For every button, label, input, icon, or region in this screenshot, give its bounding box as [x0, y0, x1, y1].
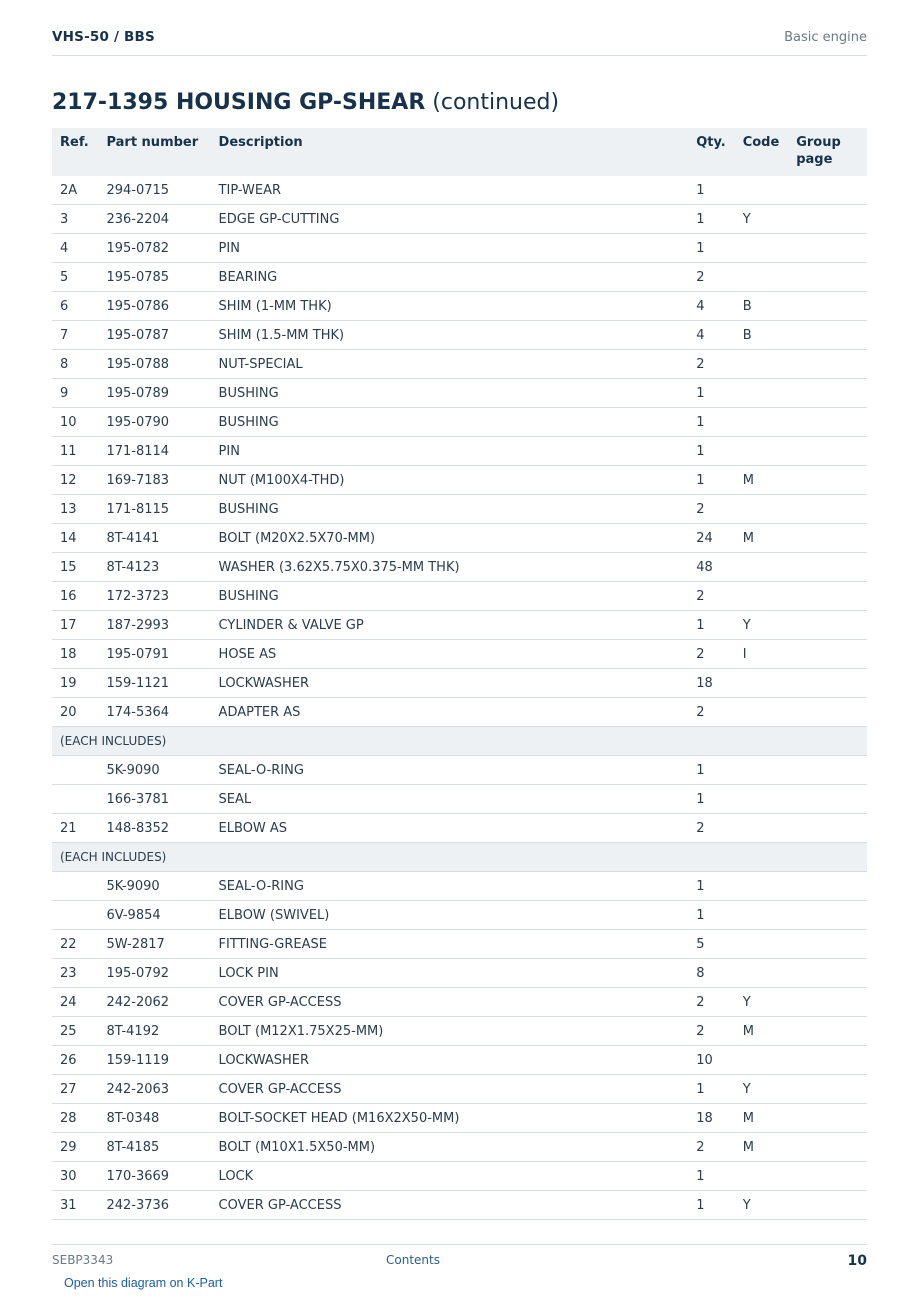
cell-group-page: [788, 263, 867, 292]
cell-group-page: [788, 350, 867, 379]
cell-group-page: [788, 292, 867, 321]
cell-ref: 4: [52, 234, 98, 263]
cell-ref: 8: [52, 350, 98, 379]
cell-ref: 31: [52, 1191, 98, 1220]
table-row: [52, 1075, 867, 1104]
cell-part-number: 195-0785: [98, 263, 210, 292]
contents-link[interactable]: Contents: [386, 1253, 440, 1267]
cell-code: I: [735, 640, 789, 669]
cell-code: [735, 785, 789, 814]
cell-description: BEARING: [211, 263, 689, 292]
cell-ref: [52, 901, 98, 930]
cell-code: Y: [735, 205, 789, 234]
cell-part-number: 8T-0348: [98, 1104, 210, 1133]
cell-qty: 1: [688, 785, 734, 814]
table-header: [52, 128, 867, 176]
cell-description: LOCK PIN: [211, 959, 689, 988]
cell-group-page: [788, 1075, 867, 1104]
cell-description: NUT-SPECIAL: [211, 350, 689, 379]
table-body: [52, 176, 867, 1220]
table-row: [52, 1017, 867, 1046]
cell-part-number: 8T-4192: [98, 1017, 210, 1046]
cell-ref: 22: [52, 930, 98, 959]
cell-code: Y: [735, 1191, 789, 1220]
cell-ref: 14: [52, 524, 98, 553]
cell-description: BOLT-SOCKET HEAD (M16X2X50-MM): [211, 1104, 689, 1133]
cell-qty: 1: [688, 611, 734, 640]
cell-part-number: 195-0789: [98, 379, 210, 408]
cell-qty: 1: [688, 901, 734, 930]
cell-part-number: 171-8114: [98, 437, 210, 466]
cell-part-number: 195-0790: [98, 408, 210, 437]
includes-row: [52, 727, 867, 756]
cell-part-number: 5K-9090: [98, 756, 210, 785]
cell-part-number: 242-2062: [98, 988, 210, 1017]
cell-group-page: [788, 495, 867, 524]
breadcrumb: VHS-50 / BBS: [52, 29, 155, 45]
section-name: Basic engine: [784, 30, 867, 45]
cell-ref: 15: [52, 553, 98, 582]
cell-ref: 5: [52, 263, 98, 292]
cell-description: TIP-WEAR: [211, 176, 689, 205]
page-header: [52, 29, 867, 56]
table-row: [52, 553, 867, 582]
cell-group-page: [788, 640, 867, 669]
cell-code: [735, 872, 789, 901]
table-row: [52, 1046, 867, 1075]
cell-code: B: [735, 321, 789, 350]
cell-group-page: [788, 901, 867, 930]
cell-qty: 4: [688, 321, 734, 350]
cell-code: [735, 408, 789, 437]
cell-description: EDGE GP-CUTTING: [211, 205, 689, 234]
cell-description: COVER GP-ACCESS: [211, 1075, 689, 1104]
cell-code: [735, 756, 789, 785]
cell-description: BUSHING: [211, 495, 689, 524]
cell-qty: 1: [688, 1075, 734, 1104]
table-row: [52, 611, 867, 640]
cell-code: [735, 379, 789, 408]
table-row: [52, 698, 867, 727]
page-title: [52, 90, 559, 115]
cell-ref: 6: [52, 292, 98, 321]
cell-part-number: 170-3669: [98, 1162, 210, 1191]
cell-part-number: 172-3723: [98, 582, 210, 611]
cell-group-page: [788, 1133, 867, 1162]
cell-code: [735, 930, 789, 959]
includes-label: (EACH INCLUDES): [52, 727, 867, 756]
cell-ref: [52, 872, 98, 901]
cell-description: PIN: [211, 234, 689, 263]
cell-description: CYLINDER & VALVE GP: [211, 611, 689, 640]
cell-qty: 2: [688, 988, 734, 1017]
cell-ref: [52, 785, 98, 814]
cell-ref: 29: [52, 1133, 98, 1162]
cell-part-number: 242-3736: [98, 1191, 210, 1220]
cell-code: [735, 669, 789, 698]
cell-qty: 18: [688, 1104, 734, 1133]
table-row: [52, 1162, 867, 1191]
cell-ref: 2A: [52, 176, 98, 205]
cell-code: [735, 698, 789, 727]
table-row: [52, 408, 867, 437]
cell-group-page: [788, 814, 867, 843]
kpart-link[interactable]: Open this diagram on K-Part: [64, 1276, 223, 1290]
cell-ref: 12: [52, 466, 98, 495]
cell-part-number: 8T-4185: [98, 1133, 210, 1162]
cell-ref: 13: [52, 495, 98, 524]
cell-code: [735, 234, 789, 263]
cell-ref: 24: [52, 988, 98, 1017]
col-description: Description: [211, 128, 689, 176]
table-row: [52, 901, 867, 930]
cell-group-page: [788, 437, 867, 466]
cell-description: ELBOW (SWIVEL): [211, 901, 689, 930]
cell-ref: 17: [52, 611, 98, 640]
cell-ref: 7: [52, 321, 98, 350]
cell-code: [735, 1046, 789, 1075]
cell-part-number: 195-0788: [98, 350, 210, 379]
cell-code: M: [735, 1017, 789, 1046]
cell-qty: 1: [688, 756, 734, 785]
cell-group-page: [788, 1191, 867, 1220]
cell-code: M: [735, 466, 789, 495]
cell-part-number: 8T-4141: [98, 524, 210, 553]
cell-code: [735, 495, 789, 524]
cell-code: B: [735, 292, 789, 321]
cell-code: M: [735, 1104, 789, 1133]
cell-qty: 4: [688, 292, 734, 321]
cell-part-number: 171-8115: [98, 495, 210, 524]
page-number: 10: [847, 1253, 867, 1269]
table-row: [52, 292, 867, 321]
cell-group-page: [788, 205, 867, 234]
col-qty: Qty.: [688, 128, 734, 176]
cell-qty: 2: [688, 1017, 734, 1046]
table-row: [52, 640, 867, 669]
cell-description: LOCKWASHER: [211, 1046, 689, 1075]
cell-code: Y: [735, 611, 789, 640]
cell-group-page: [788, 756, 867, 785]
cell-part-number: 159-1119: [98, 1046, 210, 1075]
cell-group-page: [788, 1046, 867, 1075]
cell-description: COVER GP-ACCESS: [211, 988, 689, 1017]
cell-code: [735, 176, 789, 205]
cell-group-page: [788, 379, 867, 408]
cell-qty: 18: [688, 669, 734, 698]
cell-group-page: [788, 785, 867, 814]
cell-qty: 2: [688, 698, 734, 727]
table-row: [52, 176, 867, 205]
cell-code: M: [735, 524, 789, 553]
table-row: [52, 524, 867, 553]
cell-ref: 9: [52, 379, 98, 408]
cell-group-page: [788, 176, 867, 205]
cell-code: Y: [735, 988, 789, 1017]
cell-part-number: 187-2993: [98, 611, 210, 640]
cell-description: SEAL-O-RING: [211, 872, 689, 901]
cell-part-number: 169-7183: [98, 466, 210, 495]
header-row: [52, 128, 867, 176]
cell-description: SEAL-O-RING: [211, 756, 689, 785]
cell-group-page: [788, 872, 867, 901]
cell-part-number: 195-0792: [98, 959, 210, 988]
cell-part-number: 6V-9854: [98, 901, 210, 930]
cell-qty: 2: [688, 263, 734, 292]
cell-qty: 2: [688, 814, 734, 843]
cell-group-page: [788, 1017, 867, 1046]
table-row: [52, 495, 867, 524]
cell-code: [735, 959, 789, 988]
cell-ref: 19: [52, 669, 98, 698]
table-row: [52, 814, 867, 843]
cell-ref: 10: [52, 408, 98, 437]
cell-qty: 24: [688, 524, 734, 553]
cell-qty: 1: [688, 408, 734, 437]
cell-group-page: [788, 930, 867, 959]
table-row: [52, 785, 867, 814]
cell-description: HOSE AS: [211, 640, 689, 669]
cell-description: FITTING-GREASE: [211, 930, 689, 959]
cell-ref: 18: [52, 640, 98, 669]
cell-qty: 2: [688, 582, 734, 611]
cell-ref: [52, 756, 98, 785]
cell-description: LOCKWASHER: [211, 669, 689, 698]
table-row: [52, 1104, 867, 1133]
cell-qty: 1: [688, 872, 734, 901]
table-row: [52, 1133, 867, 1162]
cell-group-page: [788, 1104, 867, 1133]
table-row: [52, 234, 867, 263]
cell-qty: 1: [688, 205, 734, 234]
cell-ref: 26: [52, 1046, 98, 1075]
cell-part-number: 236-2204: [98, 205, 210, 234]
cell-ref: 16: [52, 582, 98, 611]
cell-description: BOLT (M12X1.75X25-MM): [211, 1017, 689, 1046]
cell-group-page: [788, 408, 867, 437]
title-suffix: (continued): [432, 90, 560, 115]
table-row: [52, 872, 867, 901]
cell-part-number: 195-0791: [98, 640, 210, 669]
col-ref: Ref.: [52, 128, 98, 176]
table-row: [52, 379, 867, 408]
cell-qty: 1: [688, 466, 734, 495]
cell-qty: 1: [688, 176, 734, 205]
cell-description: ELBOW AS: [211, 814, 689, 843]
cell-qty: 2: [688, 495, 734, 524]
cell-group-page: [788, 669, 867, 698]
col-part-number: Part number: [98, 128, 210, 176]
table-row: [52, 205, 867, 234]
cell-description: BOLT (M20X2.5X70-MM): [211, 524, 689, 553]
cell-part-number: 195-0782: [98, 234, 210, 263]
col-group-page: Group page: [788, 128, 867, 176]
col-code: Code: [735, 128, 789, 176]
table-row: [52, 959, 867, 988]
cell-qty: 8: [688, 959, 734, 988]
cell-group-page: [788, 553, 867, 582]
table-row: [52, 756, 867, 785]
table-row: [52, 466, 867, 495]
cell-description: SEAL: [211, 785, 689, 814]
cell-code: [735, 350, 789, 379]
cell-qty: 1: [688, 437, 734, 466]
cell-group-page: [788, 524, 867, 553]
cell-qty: 2: [688, 350, 734, 379]
cell-code: [735, 814, 789, 843]
cell-description: SHIM (1.5-MM THK): [211, 321, 689, 350]
cell-qty: 48: [688, 553, 734, 582]
cell-part-number: 174-5364: [98, 698, 210, 727]
cell-part-number: 242-2063: [98, 1075, 210, 1104]
cell-group-page: [788, 698, 867, 727]
cell-group-page: [788, 234, 867, 263]
cell-description: BUSHING: [211, 379, 689, 408]
cell-code: [735, 263, 789, 292]
includes-label: (EACH INCLUDES): [52, 843, 867, 872]
cell-qty: 1: [688, 1191, 734, 1220]
cell-part-number: 294-0715: [98, 176, 210, 205]
table-row: [52, 1191, 867, 1220]
cell-description: WASHER (3.62X5.75X0.375-MM THK): [211, 553, 689, 582]
cell-group-page: [788, 959, 867, 988]
cell-part-number: 195-0786: [98, 292, 210, 321]
cell-part-number: 159-1121: [98, 669, 210, 698]
cell-ref: 25: [52, 1017, 98, 1046]
cell-code: [735, 437, 789, 466]
cell-description: COVER GP-ACCESS: [211, 1191, 689, 1220]
table-row: [52, 988, 867, 1017]
cell-description: NUT (M100X4-THD): [211, 466, 689, 495]
cell-qty: 1: [688, 1162, 734, 1191]
cell-description: BUSHING: [211, 582, 689, 611]
cell-part-number: 166-3781: [98, 785, 210, 814]
cell-ref: 23: [52, 959, 98, 988]
cell-ref: 21: [52, 814, 98, 843]
cell-ref: 20: [52, 698, 98, 727]
cell-group-page: [788, 1162, 867, 1191]
cell-description: BOLT (M10X1.5X50-MM): [211, 1133, 689, 1162]
cell-part-number: 5K-9090: [98, 872, 210, 901]
cell-code: Y: [735, 1075, 789, 1104]
cell-part-number: 8T-4123: [98, 553, 210, 582]
cell-ref: 27: [52, 1075, 98, 1104]
cell-group-page: [788, 466, 867, 495]
page-footer: [52, 1244, 867, 1275]
document-id: SEBP3343: [52, 1253, 114, 1267]
cell-ref: 3: [52, 205, 98, 234]
cell-qty: 2: [688, 1133, 734, 1162]
cell-part-number: 148-8352: [98, 814, 210, 843]
title-main: 217-1395 HOUSING GP-SHEAR: [52, 90, 426, 115]
cell-group-page: [788, 321, 867, 350]
table-row: [52, 437, 867, 466]
cell-ref: 11: [52, 437, 98, 466]
table-row: [52, 582, 867, 611]
cell-description: SHIM (1-MM THK): [211, 292, 689, 321]
cell-qty: 5: [688, 930, 734, 959]
cell-group-page: [788, 582, 867, 611]
cell-description: ADAPTER AS: [211, 698, 689, 727]
cell-description: LOCK: [211, 1162, 689, 1191]
table-row: [52, 321, 867, 350]
cell-qty: 10: [688, 1046, 734, 1075]
table-row: [52, 350, 867, 379]
table-row: [52, 930, 867, 959]
table-row: [52, 263, 867, 292]
cell-ref: 28: [52, 1104, 98, 1133]
cell-description: BUSHING: [211, 408, 689, 437]
cell-code: [735, 1162, 789, 1191]
cell-code: M: [735, 1133, 789, 1162]
cell-group-page: [788, 611, 867, 640]
table-row: [52, 669, 867, 698]
cell-part-number: 5W-2817: [98, 930, 210, 959]
cell-group-page: [788, 988, 867, 1017]
cell-qty: 1: [688, 234, 734, 263]
cell-code: [735, 582, 789, 611]
parts-table: [52, 128, 867, 1220]
includes-row: [52, 843, 867, 872]
cell-code: [735, 901, 789, 930]
cell-ref: 30: [52, 1162, 98, 1191]
cell-code: [735, 553, 789, 582]
cell-part-number: 195-0787: [98, 321, 210, 350]
cell-qty: 2: [688, 640, 734, 669]
cell-qty: 1: [688, 379, 734, 408]
cell-description: PIN: [211, 437, 689, 466]
